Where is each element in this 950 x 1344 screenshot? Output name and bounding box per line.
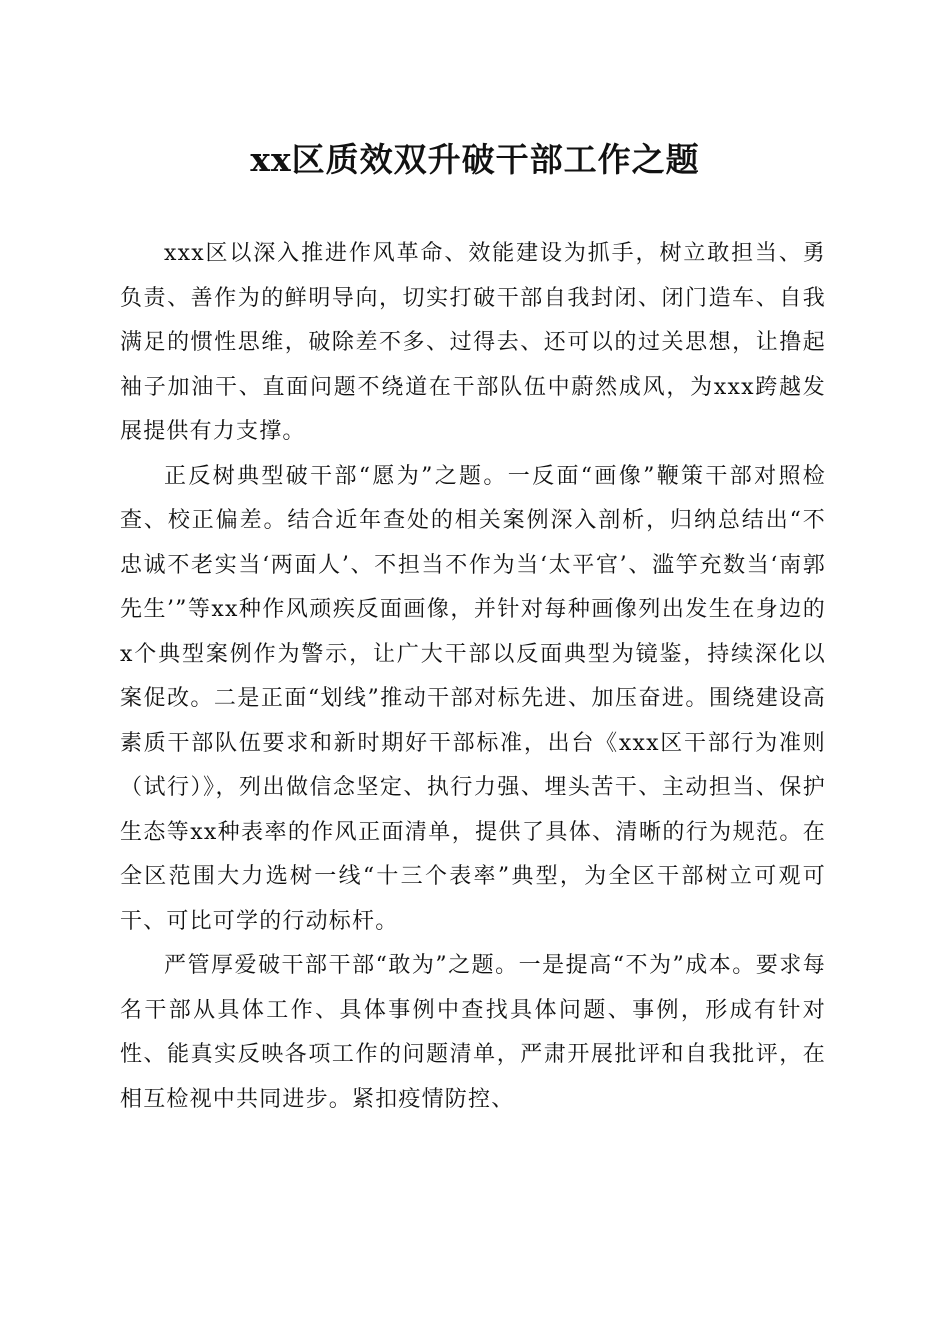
document-body xyxy=(120,232,826,1122)
document-title: xx区质效双升破干部工作之题 xyxy=(250,140,700,179)
paragraph-willingness: 正反树典型破干部“愿为”之题。一反面“画像”鞭策干部对照检查、校正偏差。结合近年查处的相关案例深入剖析，归纳总结出“不忠诚不老实当‘两面人’、不担当不作为当‘太平官’、滥竽充数当‘南郭先生’”等xx种作风顽疾反面画像，并针对每种画像列出发生在身边的x个典型案例作为警示，让广大干部以反面典型为镜鉴，持续深化以案促改。二是正面“划线”推动干部对标先进、加压奋进。围绕建设高素质干部队伍要求和新时期好干部标准，出台《xxx区干部行为准则（试行）》，列出做信念坚定、执行力强、埋头苦干、主动担当、保护生态等xx种表率的作风正面清单，提供了具体、清晰的行为规范。在全区范围大力选树一线“十三个表率”典型，为全区干部树立可观可干、可比可学的行动标杆。 xyxy=(120,463,826,934)
paragraph-intro: xxx区以深入推进作风革命、效能建设为抓手，树立敢担当、勇负责、善作为的鲜明导向，切实打破干部自我封闭、闭门造车、自我满足的惯性思维，破除差不多、过得去、还可以的过关思想，让撸起袖子加油干、直面问题不绕道在干部队伍中蔚然成风，为xxx跨越发展提供有力支撑。 xyxy=(120,241,826,444)
paragraph-courage: 严管厚爱破干部干部“敢为”之题。一是提高“不为”成本。要求每名干部从具体工作、具体事例中查找具体问题、事例，形成有针对性、能真实反映各项工作的问题清单，严肃开展批评和自我批评，在相互检视中共同进步。紧扣疫情防控、 xyxy=(120,953,826,1112)
